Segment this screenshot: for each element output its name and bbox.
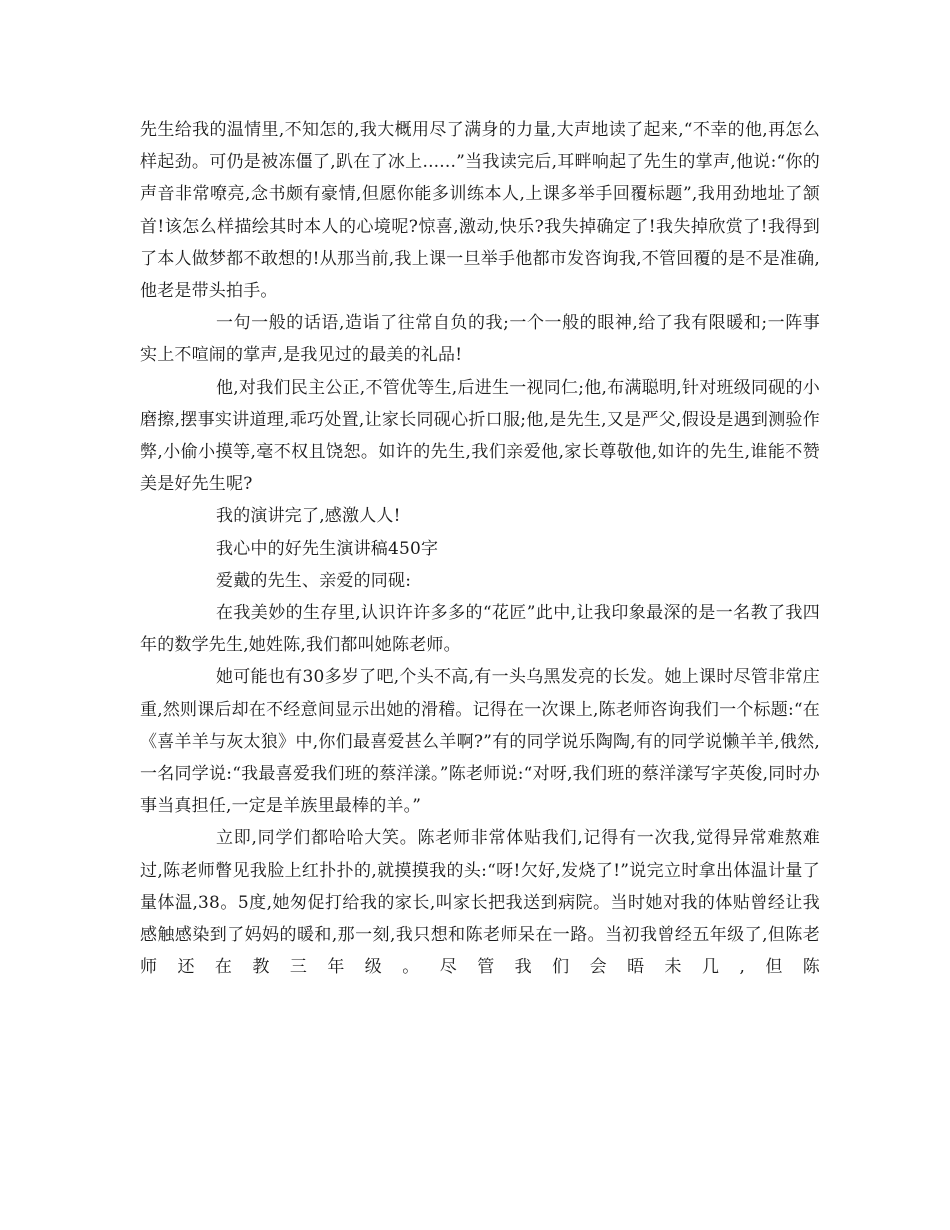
- paragraph: 她可能也有30多岁了吧,个头不高,有一头乌黑发亮的长发。她上课时尽管非常庄重,然则课后却在不经意间显示出她的滑稽。记得在一次课上,陈老师咨询我们一个标题:“在《喜羊羊与灰太狼》中,你们最喜爱甚么羊啊?”有的同学说乐陶陶,有的同学说懒羊羊,俄然,一名同学说:“我最喜爱我们班的蔡洋漾。”陈老师说:“对呀,我们班的蔡洋漾写字英俊,同时办事当真担任,一定是羊族里最棒的羊。”: [140, 667, 820, 817]
- paragraph: 我的演讲完了,感激人人!: [216, 506, 401, 527]
- paragraph: 在我美妙的生存里,认识许许多多的“花匠”此中,让我印象最深的是一名教了我四年的数学先生,她姓陈,我们都叫她陈老师。: [140, 603, 820, 656]
- paragraph: 他,对我们民主公正,不管优等生,后进生一视同仁;他,布满聪明,针对班级同砚的小磨擦,摆事实讲道理,乖巧处置,让家长同砚心折口服;他,是先生,又是严父,假设是遇到测验作弊,小偷小摸等,毫不权且饶恕。如许的先生,我们亲爱他,家长尊敬他,如许的先生,谁能不赞美是好先生呢?: [140, 377, 820, 495]
- paragraph: 先生给我的温情里,不知怎的,我大概用尽了满身的力量,大声地读了起来,“不幸的他,再怎么样起劲。可仍是被冻僵了,趴在了冰上......”当我读完后,耳畔响起了先生的掌声,他说:“你的声音非常嘹亮,念书颇有豪情,但愿你能多训练本人,上课多举手回覆标题”,我用劲地址了颔首!该怎么样描绘其时本人的心境呢?惊喜,激动,快乐?我失掉确定了!我失掉欣赏了!我得到了本人做梦都不敢想的!从那当前,我上课一旦举手他都市发咨询我,不管回覆的是不是准确,他老是带头拍手。: [140, 120, 820, 302]
- paragraph: 立即,同学们都哈哈大笑。陈老师非常体贴我们,记得有一次我,觉得异常难熬难过,陈老师瞥见我脸上红扑扑的,就摸摸我的头:“呀!欠好,发烧了!”说完立时拿出体温计量了量体温,38。5度,她匆促打给我的家长,叫家长把我送到病院。当时她对我的体贴曾经让我感触感染到了妈妈的暖和,那一刻,我只想和陈老师呆在一路。当初我曾经五年级了,但陈老师还在教三年级。尽管我们会晤未几,但陈: [140, 828, 820, 978]
- paragraph: 一句一般的话语,造诣了往常自负的我;一个一般的眼神,给了我有限暖和;一阵事实上不喧闹的掌声,是我见过的最美的礼品!: [140, 313, 820, 366]
- document-body: [140, 114, 820, 983]
- salutation: 爱戴的先生、亲爱的同砚:: [216, 570, 412, 591]
- document-title: 我心中的好先生演讲稿450字: [216, 538, 439, 559]
